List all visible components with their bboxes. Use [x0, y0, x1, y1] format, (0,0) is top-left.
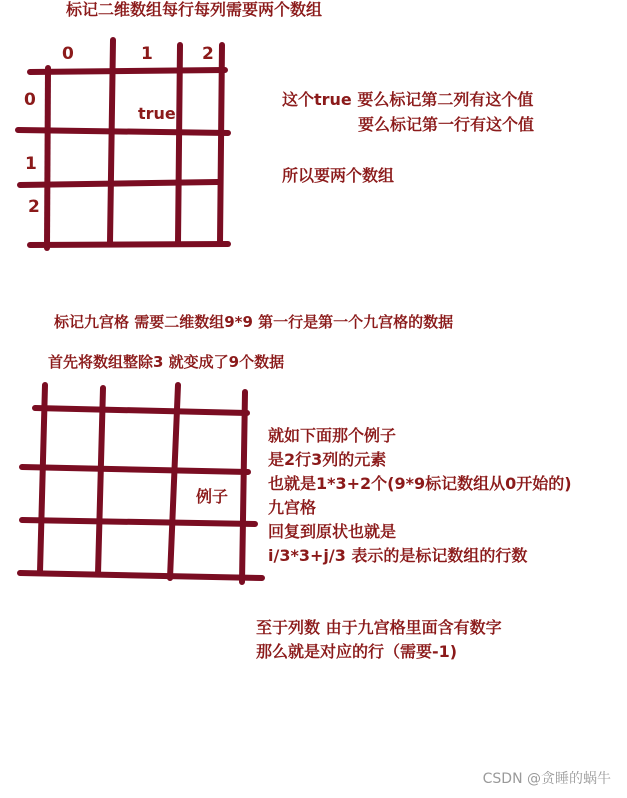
- col-label-0: 0: [62, 44, 74, 64]
- grid-1: [18, 40, 228, 248]
- grid2-v-line: [40, 385, 45, 572]
- grid2-h-line: [20, 573, 262, 578]
- watermark: CSDN @贪睡的蜗牛: [482, 771, 611, 787]
- note2-line: 就如下面那个例子: [268, 426, 397, 445]
- grid1-v-line: [178, 45, 180, 243]
- section2-line1: 标记九宫格 需要二维数组9*9 第一行是第一个九宫格的数据: [54, 313, 454, 331]
- section2-line2: 首先将数组整除3 就变成了9个数据: [48, 353, 285, 371]
- grid1-v-line: [110, 40, 113, 243]
- grid1-v-line: [220, 45, 222, 243]
- grid2-v-line: [242, 392, 245, 582]
- grid2-cell-text: 例子: [196, 487, 229, 506]
- note2-line: 九宫格: [268, 498, 317, 517]
- grid2-h-line: [35, 408, 247, 413]
- note2-line: 也就是1*3+2个(9*9标记数组从0开始的): [268, 474, 572, 493]
- grid1-v-line: [47, 68, 48, 248]
- note2-line: i/3*3+j/3 表示的是标记数组的行数: [268, 546, 528, 565]
- grid2-h-line: [22, 520, 255, 524]
- note2-line: 回复到原状也就是: [268, 522, 397, 541]
- note1-line3: 所以要两个数组: [282, 166, 395, 185]
- note3-line1: 至于列数 由于九宫格里面含有数字: [256, 618, 502, 637]
- title-top: 标记二维数组每行每列需要两个数组: [66, 0, 323, 19]
- grid1-h-line: [30, 244, 228, 245]
- row-label-2: 2: [28, 197, 40, 217]
- row-label-1: 1: [25, 154, 37, 174]
- row-label-0: 0: [24, 90, 36, 110]
- note1-line2: 要么标记第一行有这个值: [358, 115, 535, 134]
- note3-line2: 那么就是对应的行（需要-1): [256, 642, 458, 661]
- note1-line1: 这个true 要么标记第二列有这个值: [282, 90, 534, 109]
- grid2-h-line: [22, 467, 248, 472]
- grid1-cell-text: true: [138, 104, 176, 123]
- note2-line: 是2行3列的元素: [268, 450, 387, 469]
- col-label-1: 1: [141, 44, 153, 64]
- grid2-v-line: [98, 388, 103, 574]
- col-label-2: 2: [202, 44, 214, 64]
- grid1-h-line: [30, 70, 225, 72]
